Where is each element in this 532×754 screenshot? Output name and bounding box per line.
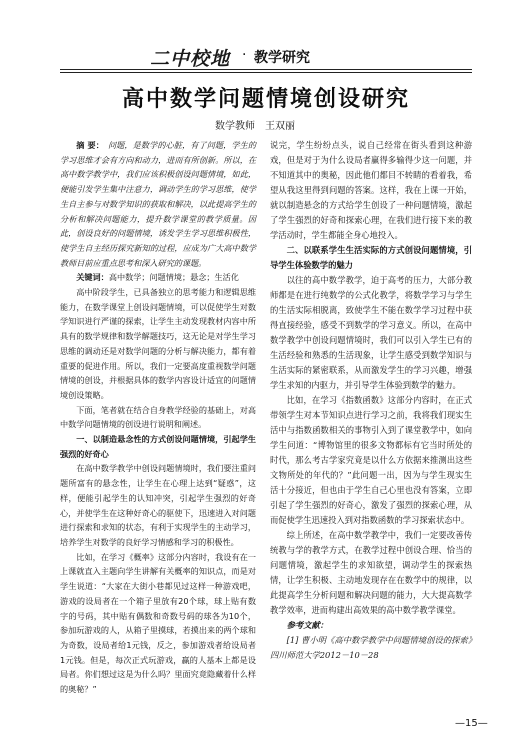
body-paragraph: 在高中数学教学中创设问题情境时，我们要注重问题所富有的悬念性，让学生在心理上达到“疑惑”，这样，便能引起学生的认知冲突，引起学生强烈的好奇心，并使学生在这种好奇心的驱使下，迅速进入对问题进行探索和求知的状态，有利于实现学生的主动学习，培养学生对数学的良好学习情感和学习的积极性。 <box>60 463 256 547</box>
keywords <box>60 270 256 285</box>
page-number: —15— <box>455 718 488 729</box>
article-title: 高中数学问题情境创设研究 <box>121 87 410 112</box>
header-separator: · <box>242 47 247 63</box>
reference-item: [1] 曹小明《高中数学教学中问题情境创设的探索》四川师范大学2012－10－28 <box>270 635 472 660</box>
section-heading-2: 二、以联系学生生活实际的方式创设问题情境，引导学生体验数学的魅力 <box>270 245 472 270</box>
keywords-text: 高中数学；问题情境；悬念；生活化 <box>108 272 239 283</box>
body-paragraph: 综上所述，在高中数学教学中，我们一定要改善传统教与学的教学方式，在教学过程中创设合理、恰当的问题情境，激起学生的求知欲望，调动学生的探索热情，让学生积极、主动地发现存在在数学中的规律，以此提高学生分析问题和解决问题的能力，大大提高数学教学效率，进而构建出高效果的高中数学教学课堂。 <box>270 530 472 615</box>
journal-logo: 二中校地 <box>150 48 231 70</box>
abstract-label: 摘 要： <box>76 140 104 150</box>
journal-header <box>150 44 380 68</box>
abstract-text: 问题，是数学的心脏，有了问题，学生的学习思维才会有方向和动力，进而有所创新。所以，在高中数学教学中，我们应该积极创设问题情境，如此，便能引发学生集中注意力，调动学生的学习思维，使学生自主参与对数学知识的获取和解决，以此提高学生的分析和解决问题能力，提升数学课堂的教学质量。因此，创设良好的问题情境，诱发学生学习思维积极性，使学生自主经历探究新知的过程，应成为广大高中数学教师目前应重点思考和深入研究的课题。 <box>60 140 256 268</box>
body-paragraph: 说完，学生纷纷点头，说自己经常在街头看到这种游戏，但是对于为什么设局者赢得多输得少这一问题，并不知道其中的奥秘，因此他们都目不转睛的看着我，希望从我这里得到问题的答案。这样，我在上课一开始，就以制造悬念的方式给学生创设了一种问题情境，激起了学生强烈的好奇和探索心理，在我们进行接下来的教学活动时，学生都能全身心地投入。 <box>270 140 472 240</box>
header-rule-top <box>60 69 472 70</box>
body-paragraph: 以往的高中数学教学，迫于高考的压力，大部分教师都是在进行纯数学的公式化教学，将数学学习与学生的生活实际相脱离，致使学生不能在数学学习过程中获得直接经验，感受不到数学的学习意义。所以，在高中数学教学中创设问题情境时，我们可以引入学生已有的生活经验和熟悉的生活现象，让学生感受到数学知识与生活实际的紧密联系，从而激发学生的学习兴趣，增强学生求知的内驱力，并引导学生体验到数学的魅力。 <box>270 275 472 390</box>
author-name: 王双丽 <box>265 121 295 132</box>
section-name: 教学研究 <box>254 50 310 66</box>
right-column <box>270 138 472 663</box>
body-paragraph: 比如，在学习《指数函数》这部分内容时，在正式带领学生对本节知识点进行学习之前，我将我们现实生活中与指数函数相关的事物引入到了课堂教学中，如向学生问道：“博物馆里的很多文物都标有它当时所处的时代，那么考古学家究竟是以什么方依据来推测出这些文物所处的年代的？”此问题一出，因为与学生现实生活十分接近，但也由于学生自己心里也没有答案，立即引起了学生强烈的好奇心，激发了强烈的探索心理，从而促使学生迅速投入到对指数函数的学习探索状态中。 <box>270 395 472 525</box>
body-paragraph: 比如，在学习《概率》这部分内容时，我设有在一上课就直入主题向学生讲解有关概率的知识点，而是对学生说道：“大家在大街小巷都见过这样一种游戏吧，游戏的设局者在一个箱子里放有20个球，球上贴有数字的号码，其中贴有偶数和奇数号码的球各为10个，参加玩游戏的人，从箱子里摸球，若摸出来的两个球和为奇数，设局者给1元钱，反之，参加游戏者给设局者1元钱。但是，每次正式玩游戏，赢的人基本上都是设局者。你们想过这是为什么吗？里面究竟隐藏着什么样的奥秘？” <box>60 551 256 695</box>
section-heading-1: 一、以制造悬念性的方式创设问题情境，引起学生强烈的好奇心 <box>60 434 256 459</box>
abstract <box>60 138 256 270</box>
body-paragraph: 高中阶段学生，已具备独立的思考能力和逻辑思维能力，在数学课堂上创设问题情境，可以促使学生对数学知识进行严谨的探索，让学生主动发现教材内容中所具有的数学规律和数学解题技巧，这无论是对学生学习思维的调动还是对数学问题的分析与解决能力，都有着重要的促进作用。所以，我们一定要高度重视数学问题情境的创设，并根据具体的数学内容设计适宜的问题情境创设策略。 <box>60 287 256 400</box>
author-line <box>215 117 415 132</box>
keywords-label: 关键词： <box>76 272 109 283</box>
author-role: 数学教师 <box>215 121 255 132</box>
header-rule-bottom <box>60 72 472 73</box>
left-column <box>60 138 256 697</box>
body-paragraph: 下面，笔者就在结合自身教学经验的基础上，对高中数学问题情境的创设进行说明和阐述。 <box>60 404 256 430</box>
references-label: 参考文献： <box>286 620 329 630</box>
